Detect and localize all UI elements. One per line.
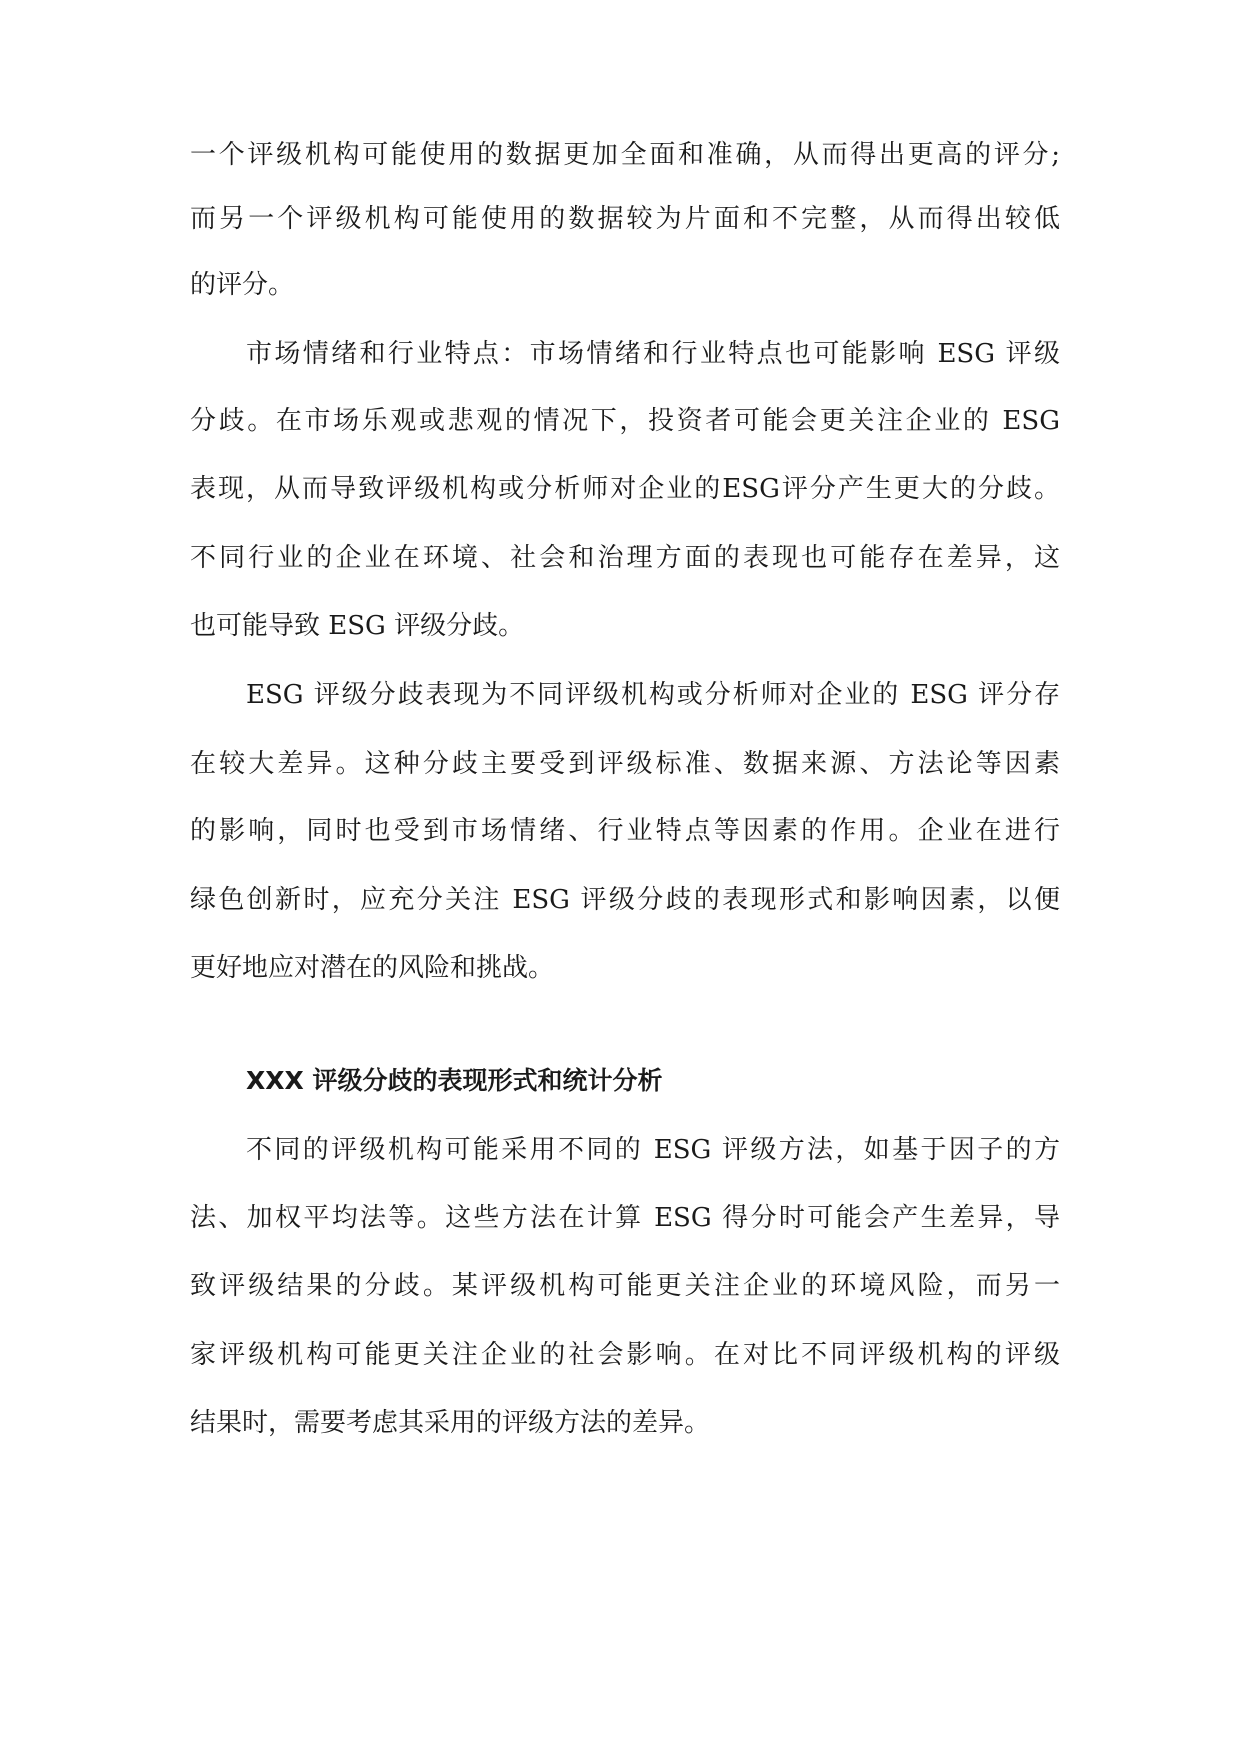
paragraph-4-line-1: 不同的评级机构可能采用不同的 ESG 评级方法，如基于因子的方 bbox=[246, 1135, 1060, 1165]
paragraph-1-line-3: 的评分。 bbox=[190, 270, 295, 300]
paragraph-2-line-1: 市场情绪和行业特点：市场情绪和行业特点也可能影响 ESG 评级 bbox=[246, 339, 1060, 369]
paragraph-4-line-3: 致评级结果的分歧。某评级机构可能更关注企业的环境风险，而另一 bbox=[190, 1271, 1060, 1301]
paragraph-3-line-3: 的影响，同时也受到市场情绪、行业特点等因素的作用。企业在进行 bbox=[190, 816, 1060, 846]
paragraph-3-line-1: ESG 评级分歧表现为不同评级机构或分析师对企业的 ESG 评分存 bbox=[246, 680, 1060, 710]
paragraph-4-line-5: 结果时，需要考虑其采用的评级方法的差异。 bbox=[190, 1408, 711, 1438]
paragraph-1-line-2: 而另一个评级机构可能使用的数据较为片面和不完整，从而得出较低 bbox=[190, 204, 1060, 234]
paragraph-2-line-3: 表现，从而导致评级机构或分析师对企业的ESG评分产生更大的分歧。 bbox=[190, 474, 1060, 504]
paragraph-2-line-4: 不同行业的企业在环境、社会和治理方面的表现也可能存在差异，这 bbox=[190, 543, 1060, 573]
paragraph-1-line-1: 一个评级机构可能使用的数据更加全面和准确，从而得出更高的评分; bbox=[190, 140, 1060, 170]
paragraph-2-line-2: 分歧。在市场乐观或悲观的情况下，投资者可能会更关注企业的 ESG bbox=[190, 406, 1060, 436]
paragraph-2-line-5: 也可能导致 ESG 评级分歧。 bbox=[190, 611, 525, 641]
paragraph-3-line-4: 绿色创新时，应充分关注 ESG 评级分歧的表现形式和影响因素，以便 bbox=[190, 885, 1060, 915]
paragraph-3-line-5: 更好地应对潜在的风险和挑战。 bbox=[190, 953, 555, 983]
paragraph-4-line-2: 法、加权平均法等。这些方法在计算 ESG 得分时可能会产生差异，导 bbox=[190, 1203, 1060, 1233]
paragraph-4-line-4: 家评级机构可能更关注企业的社会影响。在对比不同评级机构的评级 bbox=[190, 1340, 1060, 1370]
section-heading: XXX 评级分歧的表现形式和统计分析 bbox=[246, 1066, 663, 1095]
paragraph-3-line-2: 在较大差异。这种分歧主要受到评级标准、数据来源、方法论等因素 bbox=[190, 749, 1060, 779]
